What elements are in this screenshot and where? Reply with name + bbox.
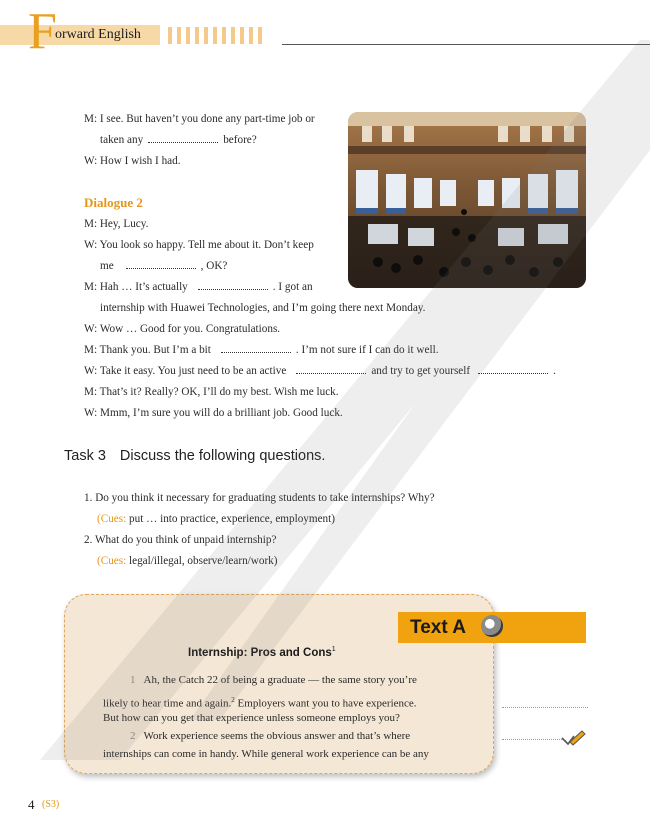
task-label: Task [64,448,94,464]
page-number: 4 [28,797,35,812]
dialogue-text: and try to get yourself [371,365,471,377]
fill-blank[interactable] [198,280,268,290]
question-1-cues [97,512,335,526]
header-rule [282,44,650,45]
cues-label: (Cues: [97,555,127,567]
question-2: 2. What do you think of unpaid internship? [84,534,277,546]
dialogue-text: , OK? [200,260,228,272]
dialogue-line [100,133,257,147]
cues-label: (Cues: [97,513,127,525]
dialogue-line: internship with Huawei Technologies, and I’m going there next Monday. [100,302,426,314]
dialogue-2-title: Dialogue 2 [84,195,143,210]
task-number: 3 [97,448,106,464]
dialogue-text: M: Hah … It’s actually [84,281,188,293]
paragraph-number: 1 [130,674,136,686]
cues-text: legal/illegal, observe/learn/work) [126,555,278,567]
dialogue-text: before? [223,134,257,146]
footnote-ref: 1 [331,646,336,653]
paragraph-text: likely to hear time and again. [103,697,232,710]
dialogue-text: M: Thank you. But I’m a bit [84,344,211,356]
dialogue-line: W: How I wish I had. [84,155,181,167]
dialogue-line [100,259,227,273]
paragraph-line: But how can you get that experience unless someone employs you? [103,712,400,724]
paragraph-line: internships can come in handy. While general work experience can be any [103,748,429,760]
dialogue-line [84,343,439,357]
dialogue-line: W: Mmm, I’m sure you will do a brilliant job. Good luck. [84,407,343,419]
header-initial: F [28,3,57,60]
paragraph-text: Employers want you to have experience. [234,697,417,710]
task-3-heading [64,448,325,464]
note-line [502,739,562,740]
paragraph-line [103,693,417,711]
dialogue-line: W: You look so happy. Tell me about it. Don’t keep [84,239,314,251]
article-title-text: Internship: Pros and Cons [188,646,332,659]
task-title: Discuss the following questions. [119,448,326,464]
cues-text: put … into practice, experience, employment) [126,513,335,525]
paragraph-text: Ah, the Catch 22 of being a graduate — the same story you’re [143,674,417,686]
dialogue-text: W: Take it easy. You just need to be an active [84,365,287,377]
paragraph-number: 2 [130,730,136,742]
dialogue-text: me [100,260,114,272]
question-1: 1. Do you think it necessary for graduating students to take internships? Why? [84,492,435,504]
footnote-ref: 2 [231,696,235,704]
page-code: (S3) [42,799,60,810]
fill-blank[interactable] [148,133,218,143]
fill-blank[interactable] [478,364,548,374]
note-line [502,707,588,708]
article-title [188,646,336,659]
paragraph-line [130,673,417,687]
dialogue-line: M: That’s it? Really? OK, I’ll do my best. Wish me luck. [84,386,339,398]
dialogue-text: . I got an [272,281,313,293]
pencil-check-icon [560,728,586,753]
dialogue-text: . [553,365,556,377]
dialogue-line: M: I see. But haven’t you done any part-time job or [84,113,315,125]
career-fair-photo [348,112,586,288]
header-stripes [168,27,262,44]
cd-disc-icon[interactable] [481,615,503,637]
fill-blank[interactable] [296,364,366,374]
dialogue-text: . I’m not sure if I can do it well. [295,344,439,356]
fill-blank[interactable] [221,343,291,353]
dialogue-line: M: Hey, Lucy. [84,218,149,230]
paragraph-text: Work experience seems the obvious answer and that’s where [143,730,411,742]
paragraph-line [130,729,410,743]
text-a-label: Text A [410,617,466,638]
dialogue-text: taken any [100,134,144,146]
dialogue-line [84,280,313,294]
header-title: orward English [55,27,141,42]
question-2-cues [97,554,278,568]
fill-blank[interactable] [126,259,196,269]
dialogue-line: W: Wow … Good for you. Congratulations. [84,323,281,335]
dialogue-line [84,364,556,378]
